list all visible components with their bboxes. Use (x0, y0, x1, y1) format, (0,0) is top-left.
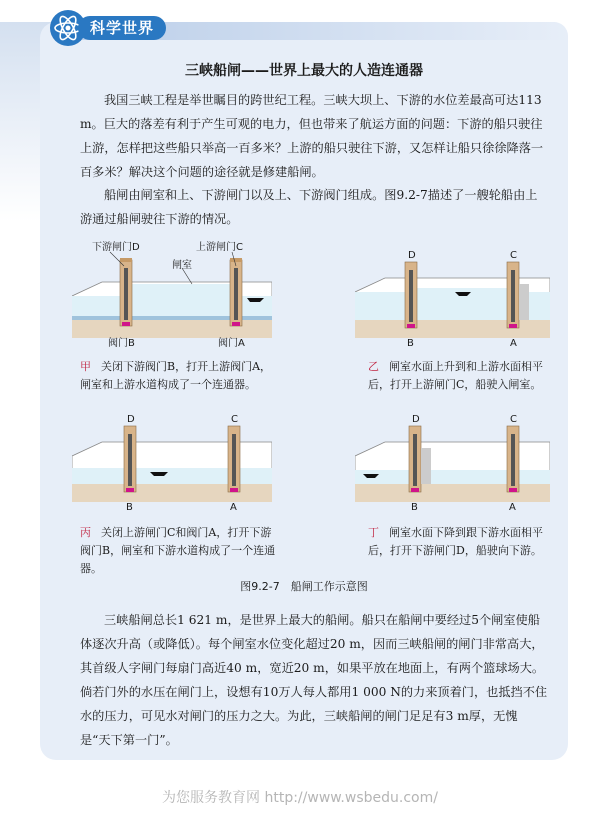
diagram-ding-label-c: C (510, 414, 517, 425)
diagram-bing-label-b: B (126, 502, 133, 512)
caption-jia-mark: 甲 (80, 360, 91, 373)
diagram-ding-label-d: D (412, 414, 420, 425)
footer-watermark: 为您服务教育网 http://www.wsbedu.com/ (162, 790, 438, 806)
caption-ding-text: 闸室水面下降到跟下游水面相平后，打开下游闸门D，船驶向下游。 (368, 526, 543, 557)
diagram-yi-label-d: D (408, 250, 416, 261)
figure-caption: 图9.2-7 船闸工作示意图 (240, 580, 368, 593)
caption-yi-text: 闸室水面上升到和上游水面相平后，打开上游闸门C，船驶入闸室。 (368, 360, 543, 391)
diagram-yi-label-c: C (510, 250, 517, 261)
diagram-yi-label-a: A (510, 338, 517, 348)
diagram-bing (72, 412, 272, 512)
diagram-jia (72, 238, 272, 348)
caption-yi-mark: 乙 (368, 360, 379, 373)
diagram-jia-label-b: 阀门B (108, 338, 135, 348)
caption-bing (80, 524, 280, 578)
caption-ding-mark: 丁 (368, 526, 379, 539)
caption-yi (368, 358, 552, 394)
diagram-jia-label-a: 阀门A (218, 338, 245, 348)
caption-jia (80, 358, 280, 394)
diagram-bing-label-a: A (230, 502, 237, 512)
section-badge (44, 10, 168, 46)
page-title: 三峡船闸——世界上最大的人造连通器 (185, 63, 423, 79)
diagram-yi (355, 248, 550, 348)
diagram-jia-label-d: 下游闸门D (92, 242, 140, 253)
diagram-jia-label-c: 上游闸门C (196, 242, 243, 253)
caption-bing-mark: 丙 (80, 526, 91, 539)
caption-ding (368, 524, 552, 560)
diagram-ding (355, 412, 550, 512)
diagram-ding-label-a: A (509, 502, 516, 512)
diagram-jia-label-chamber: 闸室 (172, 260, 192, 271)
diagram-bing-label-c: C (231, 414, 238, 425)
caption-jia-text: 关闭下游阀门B，打开上游阀门A，闸室和上游水道构成了一个连通器。 (80, 360, 272, 391)
composition-paragraph: 船闸由闸室和上、下游闸门以及上、下游阀门组成。图9.2-7描述了一艘轮船由上游通过船闸驶往下游的情况。 (80, 188, 538, 226)
section-badge-label: 科学世界 (78, 16, 166, 40)
shiplock-paragraph: 三峡船闸总长1 621 m，是世界上最大的船闸。船只在船闸中要经过5个闸室使船体逐次升高（或降低）。每个闸室水位变化超过20 m，因而三峡船闸的闸门非常高大，其首级人字闸门每扇门高近40 m，宽近20 m，如果平放在地面上，有两个篮球场大。倘若门外的水压在闸门上，设想有10万人每人都用1 000 N的力来顶着门，也抵挡不住水的压力，可见水对闸门的压力之大。为此，三峡船闸的闸门足足有3 m厚，无愧是“天下第一门”。 (80, 613, 548, 747)
diagram-bing-label-d: D (127, 414, 135, 425)
intro-paragraph: 我国三峡工程是举世瞩目的跨世纪工程。三峡大坝上、下游的水位差最高可达113 m。巨大的落差有利于产生可观的电力，但也带来了航运方面的问题：下游的船只驶往上游，怎样把这些船只举高一百多米？上游的船只驶往下游，又怎样让船只徐徐降落一百多米？解决这个问题的途径就是修建船闸。 (80, 93, 544, 179)
diagram-ding-label-b: B (411, 502, 418, 512)
diagram-yi-label-b: B (407, 338, 414, 348)
caption-bing-text: 关闭上游闸门C和阀门A，打开下游阀门B，闸室和下游水道构成了一个连通器。 (80, 526, 276, 575)
